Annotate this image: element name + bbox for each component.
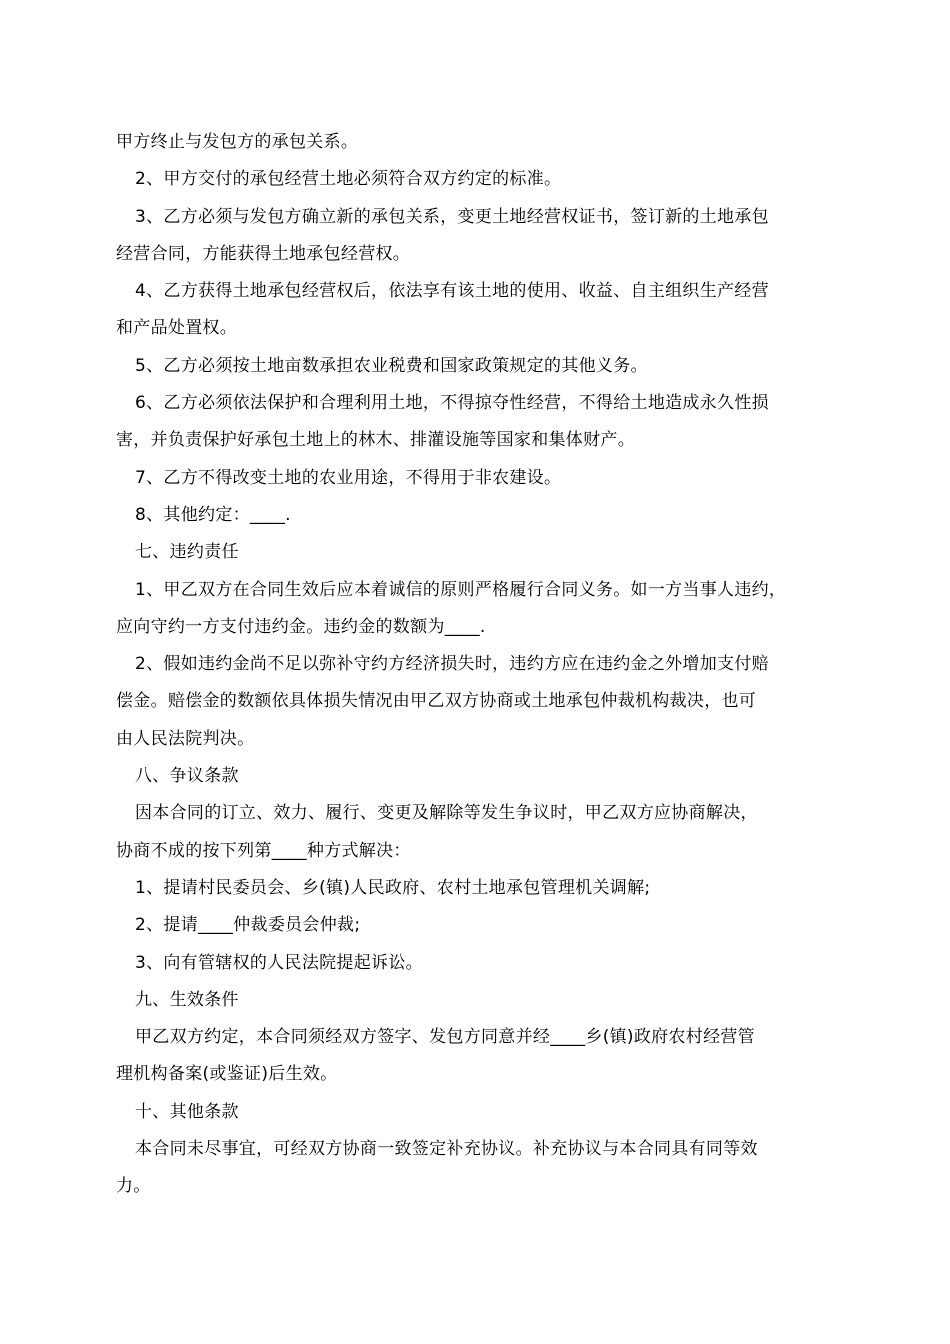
text-line: 5、乙方必须按土地亩数承担农业税费和国家政策规定的其他义务。	[135, 355, 648, 376]
text-line: 3、乙方必须与发包方确立新的承包关系，变更土地经营权证书，签订新的土地承包	[135, 206, 769, 227]
text-line: 协商不成的按下列第____种方式解决：	[116, 840, 411, 861]
text-line: 6、乙方必须依法保护和合理利用土地，不得掠夺性经营，不得给土地造成永久性损	[135, 393, 769, 414]
text-line: 2、假如违约金尚不足以弥补守约方经济损失时，违约方应在违约金之外增加支付赔	[135, 654, 769, 675]
document-body	[116, 124, 846, 1206]
text-line: 2、甲方交付的承包经营土地必须符合双方约定的标准。	[135, 169, 562, 190]
text-line: 甲乙双方约定，本合同须经双方签字、发包方同意并经____乡(镇)政府农村经营管	[135, 1027, 755, 1048]
text-line: 应向守约一方支付违约金。违约金的数额为____.	[116, 616, 486, 637]
text-line: 和产品处置权。	[116, 318, 238, 339]
text-line: 2、提请____仲裁委员会仲裁;	[135, 915, 361, 936]
text-line: 经营合同，方能获得土地承包经营权。	[116, 243, 411, 264]
text-line: 3、向有管辖权的人民法院提起诉讼。	[135, 952, 423, 973]
text-line: 害，并负责保护好承包土地上的林木、排灌设施等国家和集体财产。	[116, 430, 635, 451]
text-line: 因本合同的订立、效力、履行、变更及解除等发生争议时，甲乙双方应协商解决，	[135, 803, 758, 824]
text-line: 7、乙方不得改变土地的农业用途，不得用于非农建设。	[135, 467, 562, 488]
section-heading: 九、生效条件	[135, 989, 239, 1010]
text-line: 甲方终止与发包方的承包关系。	[116, 132, 359, 152]
text-line: 理机构备案(或鉴证)后生效。	[116, 1064, 338, 1085]
section-heading: 八、争议条款	[135, 766, 239, 787]
text-line: 由人民法院判决。	[116, 728, 255, 749]
text-line: 4、乙方获得土地承包经营权后，依法享有该土地的使用、收益、自主组织生产经营	[135, 281, 769, 302]
text-line: 本合同未尽事宜，可经双方协商一致签定补充协议。补充协议与本合同具有同等效	[135, 1139, 758, 1160]
text-line: 1、提请村民委员会、乡(镇)人民政府、农村土地承包管理机关调解;	[135, 877, 651, 898]
text-line: 偿金。赔偿金的数额依具体损失情况由甲乙双方协商或土地承包仲裁机构裁决，也可	[116, 691, 757, 712]
text-line: 1、甲乙双方在合同生效后应本着诚信的原则严格履行合同义务。如一方当事人违约，	[135, 579, 787, 600]
section-heading: 七、违约责任	[135, 542, 239, 563]
section-heading: 十、其他条款	[135, 1101, 239, 1122]
text-line: 8、其他约定：____.	[135, 504, 291, 525]
text-line: 力。	[116, 1176, 151, 1197]
